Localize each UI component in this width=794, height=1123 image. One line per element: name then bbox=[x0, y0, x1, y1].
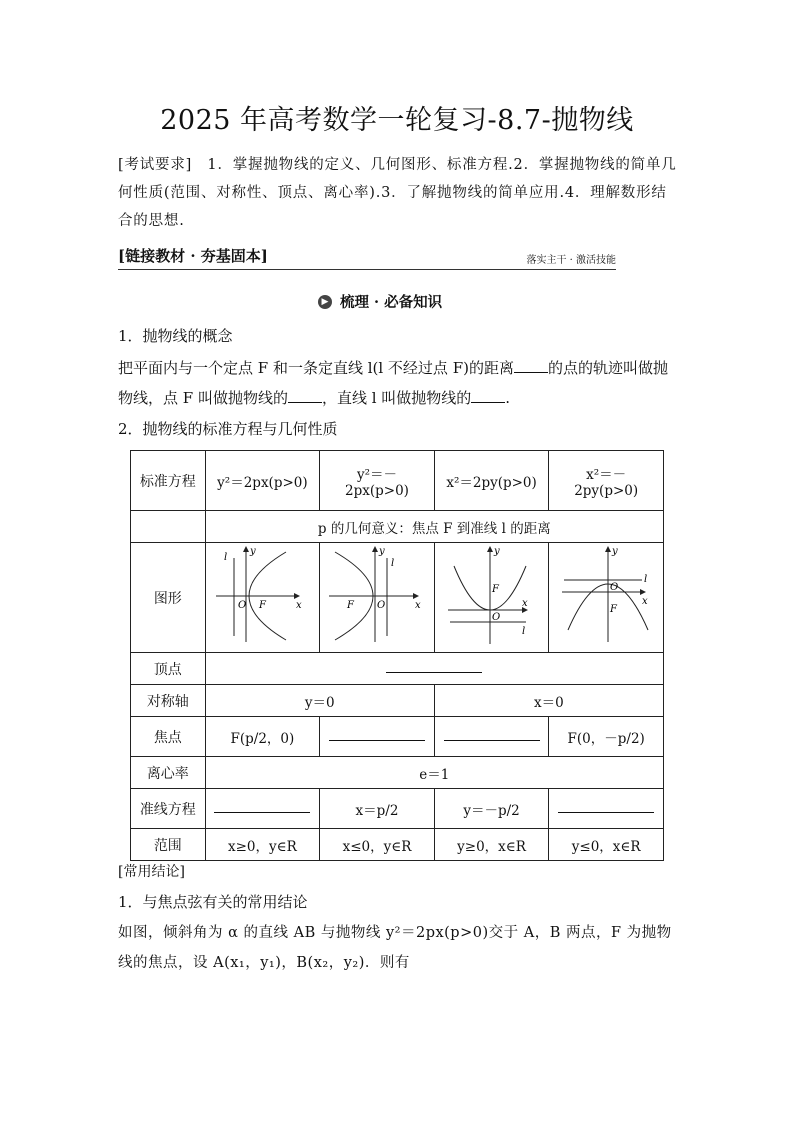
svg-text:O: O bbox=[376, 599, 386, 611]
common-conclusions: [常用结论] bbox=[118, 864, 185, 880]
std-label: 标准方程 bbox=[131, 451, 206, 511]
fig-label: 图形 bbox=[131, 543, 206, 653]
svg-text:y: y bbox=[493, 545, 500, 557]
focus1: F(p/2，0) bbox=[205, 717, 320, 757]
badge-label: 梳理 · 必备知识 bbox=[340, 294, 443, 311]
dir-label: 准线方程 bbox=[131, 789, 206, 829]
svg-text:O: O bbox=[610, 581, 619, 593]
focus2-blank[interactable] bbox=[329, 728, 425, 741]
svg-text:l: l bbox=[224, 551, 228, 563]
fig-right bbox=[205, 543, 320, 653]
properties-table bbox=[130, 450, 664, 861]
svg-text:F: F bbox=[346, 599, 354, 611]
focal-chord-text: 如图，倾斜角为 α 的直线 AB 与抛物线 y²＝2px(p>0)交于 A，B 两点，F 为抛物线的焦点，设 A(x₁，y₁)，B(x₂，y₂)．则有 bbox=[118, 925, 672, 971]
concept-text-4: . bbox=[505, 389, 511, 407]
svg-text:l: l bbox=[521, 625, 525, 637]
concept-paragraph bbox=[118, 353, 678, 413]
play-icon: ▶ bbox=[318, 295, 332, 309]
eq1: y²＝2px(p>0) bbox=[205, 451, 320, 511]
ecc-label: 离心率 bbox=[131, 757, 206, 789]
svg-text:x: x bbox=[521, 597, 528, 609]
dir2: x＝p/2 bbox=[320, 789, 435, 829]
page-title: 2025 年高考数学一轮复习-8.7-抛物线 bbox=[160, 105, 634, 136]
vertex-blank[interactable] bbox=[386, 660, 482, 673]
svg-text:O: O bbox=[238, 599, 247, 611]
ecc: e＝1 bbox=[205, 757, 663, 789]
axis2: x＝0 bbox=[434, 685, 663, 717]
svg-text:x: x bbox=[296, 599, 303, 611]
svg-text:F: F bbox=[259, 599, 267, 611]
p-meaning: p 的几何意义：焦点 F 到准线 l 的距离 bbox=[205, 511, 663, 543]
knowledge-badge bbox=[318, 291, 442, 312]
heading-focal-chord: 1．与焦点弦有关的常用结论 bbox=[118, 893, 308, 911]
svg-text:F: F bbox=[491, 583, 499, 595]
eq4: x²＝－ 2py(p>0) bbox=[549, 451, 664, 511]
vertex-label: 顶点 bbox=[131, 653, 206, 685]
svg-text:O: O bbox=[491, 611, 500, 623]
concept-text-2: 的点的轨迹叫做抛物线，点 F 叫做抛物线的 bbox=[118, 359, 668, 407]
svg-text:x: x bbox=[642, 595, 648, 607]
svg-text:l: l bbox=[644, 573, 648, 585]
svg-text:l: l bbox=[390, 557, 395, 569]
range-label: 范围 bbox=[131, 829, 206, 861]
range3: y≥0，x∈R bbox=[434, 829, 549, 861]
range2: x≤0，y∈R bbox=[320, 829, 435, 861]
svg-text:y: y bbox=[378, 545, 385, 557]
axis1: y＝0 bbox=[205, 685, 434, 717]
dir3: y＝－p/2 bbox=[434, 789, 549, 829]
blank-1[interactable] bbox=[514, 358, 548, 373]
section-subtitle: 落实主干 · 激活技能 bbox=[526, 255, 616, 266]
svg-text:F: F bbox=[610, 603, 618, 615]
fig-left bbox=[320, 543, 435, 653]
eq2: y²＝－ 2px(p>0) bbox=[320, 451, 435, 511]
exam-requirements: [考试要求] 1．掌握抛物线的定义、几何图形、标准方程.2．掌握抛物线的简单几何性质(范围、对称性、顶点、离心率).3．了解抛物线的简单应用.4．理解数形结合的思想. bbox=[118, 157, 677, 229]
focus3-blank[interactable] bbox=[444, 728, 540, 741]
dir1-blank[interactable] bbox=[214, 800, 310, 813]
section-header bbox=[118, 245, 616, 270]
concept-text-3: ，直线 l 叫做抛物线的 bbox=[321, 389, 472, 407]
range4: y≤0，x∈R bbox=[549, 829, 664, 861]
eq3: x²＝2py(p>0) bbox=[434, 451, 549, 511]
focus4: F(0，－p/2) bbox=[549, 717, 664, 757]
axis-label: 对称轴 bbox=[131, 685, 206, 717]
concept-text-1: 把平面内与一个定点 F 和一条定直线 l(l 不经过点 F)的距离 bbox=[118, 359, 514, 377]
range1: x≥0，y∈R bbox=[205, 829, 320, 861]
svg-text:y: y bbox=[250, 545, 257, 557]
blank-2[interactable] bbox=[288, 388, 322, 403]
svg-text:y: y bbox=[612, 545, 618, 557]
heading-concept: 1．抛物线的概念 bbox=[118, 327, 233, 345]
section-title: [链接教材 · 夯基固本] bbox=[118, 247, 268, 265]
blank-3[interactable] bbox=[471, 388, 505, 403]
heading-properties: 2．抛物线的标准方程与几何性质 bbox=[118, 420, 338, 438]
svg-text:x: x bbox=[414, 599, 421, 611]
fig-up bbox=[434, 543, 549, 653]
focus-label: 焦点 bbox=[131, 717, 206, 757]
fig-down bbox=[549, 543, 664, 653]
dir4-blank[interactable] bbox=[558, 800, 654, 813]
